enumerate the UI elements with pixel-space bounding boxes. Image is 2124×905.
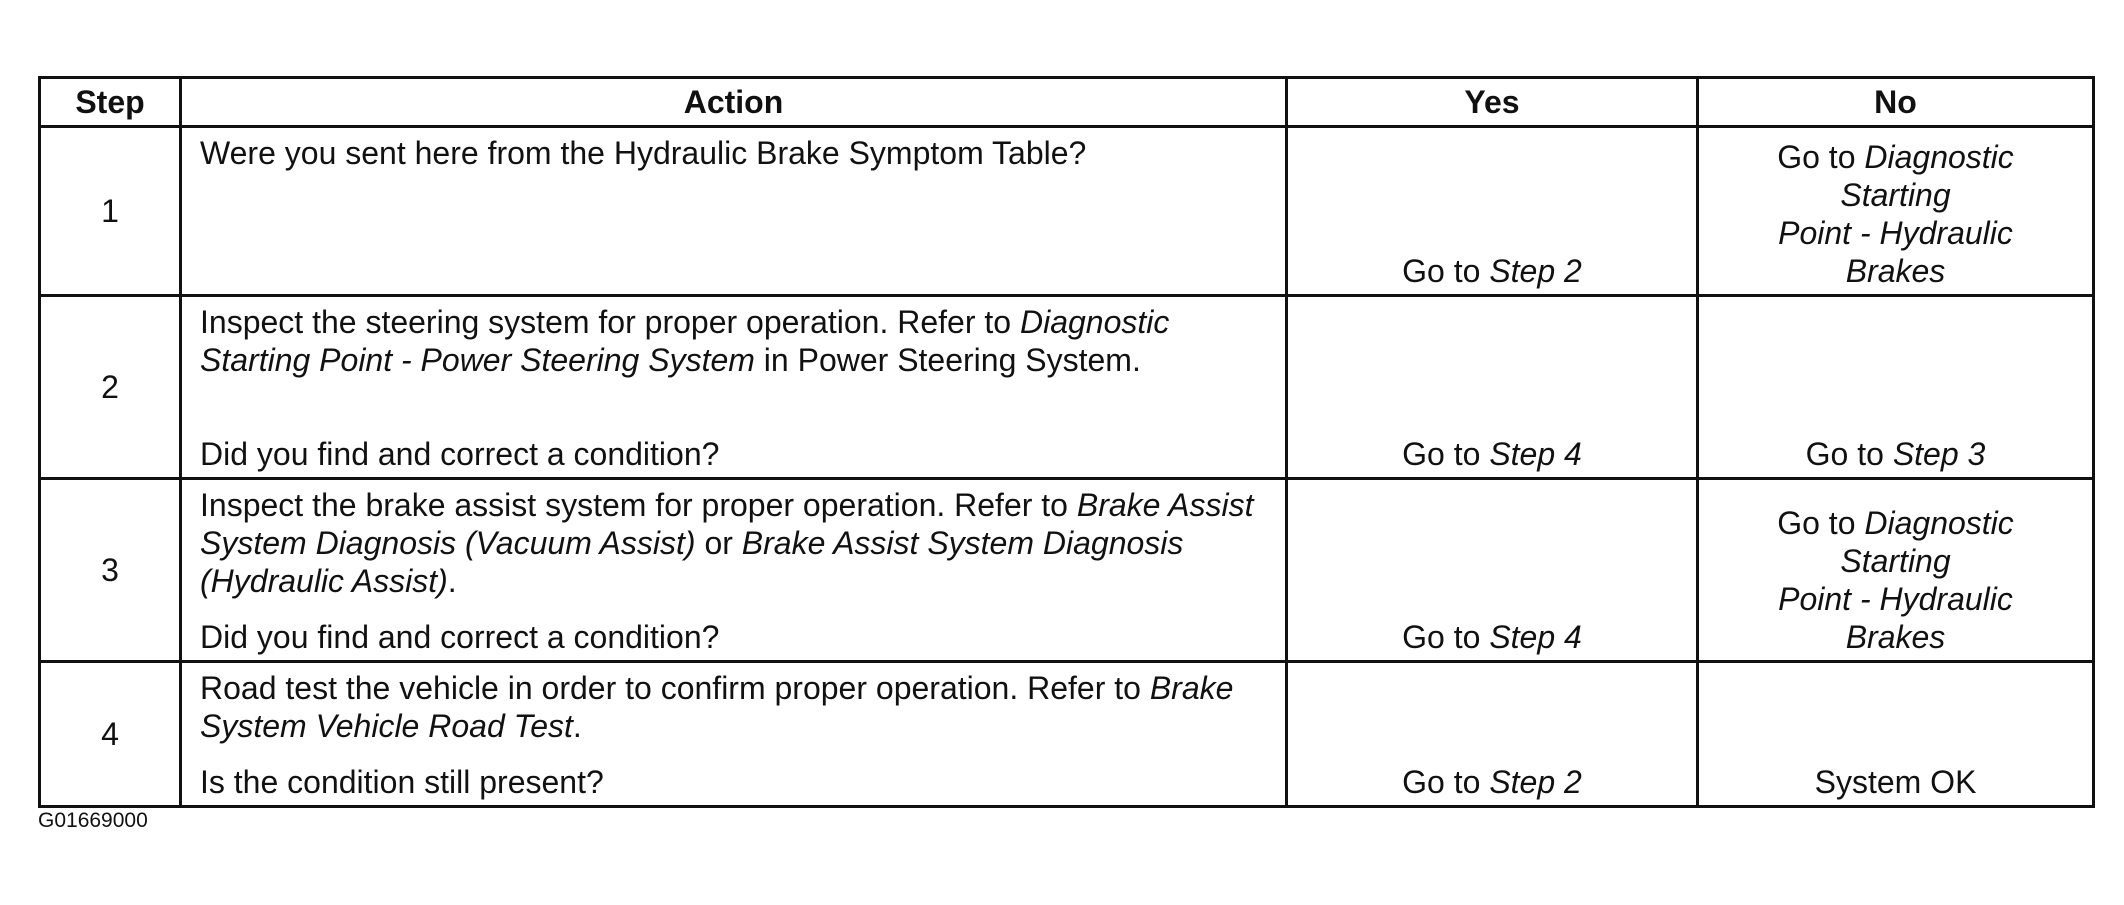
action-cell (181, 127, 1287, 296)
step-number: 2 (40, 296, 181, 479)
figure-id: G01669000 (38, 809, 148, 832)
no-prefix: Go to (1805, 436, 1893, 472)
action-text: Inspect the brake assist system for proper operation. Refer to (200, 487, 1077, 523)
table-row (40, 296, 2094, 479)
action-instruction (200, 134, 1275, 172)
action-question: Is the condition still present? (200, 764, 604, 800)
header-step: Step (40, 78, 181, 127)
no-prefix: Go to (1777, 505, 1865, 541)
reference-link[interactable]: Brake System Vehicle Road Test (200, 670, 1234, 744)
action-text: in Power Steering System. (754, 342, 1141, 378)
yes-prefix: Go to (1402, 253, 1490, 289)
action-cell (181, 296, 1287, 479)
action-instruction (200, 486, 1275, 600)
yes-cell (1287, 127, 1698, 296)
table-row (40, 479, 2094, 662)
yes-cell (1287, 479, 1698, 662)
no-link-part[interactable]: Diagnostic (1864, 505, 2014, 541)
action-cell (181, 662, 1287, 807)
table-row (40, 127, 2094, 296)
step-number: 3 (40, 479, 181, 662)
table-row (40, 662, 2094, 807)
action-text: Road test the vehicle in order to confirm proper operation. Refer to (200, 670, 1150, 706)
header-no: No (1698, 78, 2094, 127)
no-link-part[interactable]: Starting (1840, 543, 1951, 579)
no-step-link[interactable]: Step 3 (1892, 436, 1986, 472)
action-text: Inspect the steering system for proper operation. Refer to (200, 304, 1020, 340)
reference-link[interactable]: Brake Assist System Diagnosis (Hydraulic Assist) (200, 525, 1184, 599)
action-instruction (200, 303, 1275, 379)
header-action: Action (181, 78, 1287, 127)
action-text: or (695, 525, 742, 561)
action-text: . (447, 563, 457, 599)
no-link-part[interactable]: Brakes (1845, 619, 1946, 655)
no-cell (1698, 127, 2094, 296)
action-text: Were you sent here from the Hydraulic Brake Symptom Table? (200, 135, 1087, 171)
diagnostic-table (38, 76, 2095, 808)
yes-prefix: Go to (1402, 619, 1490, 655)
no-result: System OK (1814, 764, 1977, 800)
no-cell (1698, 479, 2094, 662)
reference-link[interactable]: Brake Assist System Diagnosis (Vacuum Assist) (200, 487, 1254, 561)
step-number: 1 (40, 127, 181, 296)
no-cell (1698, 296, 2094, 479)
no-link-part[interactable]: Diagnostic (1864, 139, 2014, 175)
no-link-part[interactable]: Point - Hydraulic (1778, 581, 2013, 617)
action-cell (181, 479, 1287, 662)
reference-link[interactable]: Diagnostic Starting Point - Power Steering System (200, 304, 1170, 378)
action-text: . (572, 708, 582, 744)
no-prefix: Go to (1777, 139, 1865, 175)
yes-cell (1287, 662, 1698, 807)
no-link-part[interactable]: Point - Hydraulic (1778, 215, 2013, 251)
action-instruction (200, 669, 1275, 745)
yes-step-link[interactable]: Step 2 (1489, 253, 1582, 289)
step-number: 4 (40, 662, 181, 807)
header-yes: Yes (1287, 78, 1698, 127)
yes-prefix: Go to (1402, 436, 1490, 472)
yes-step-link[interactable]: Step 4 (1489, 436, 1582, 472)
action-question: Did you find and correct a condition? (200, 436, 720, 472)
no-cell (1698, 662, 2094, 807)
yes-cell (1287, 296, 1698, 479)
yes-step-link[interactable]: Step 4 (1489, 619, 1582, 655)
action-question: Did you find and correct a condition? (200, 619, 720, 655)
no-line-1 (1705, 504, 2086, 542)
yes-prefix: Go to (1402, 764, 1490, 800)
header-row (40, 78, 2094, 127)
no-link-part[interactable]: Starting (1840, 177, 1951, 213)
no-link-part[interactable]: Brakes (1845, 253, 1946, 289)
no-line-1 (1705, 138, 2086, 176)
yes-step-link[interactable]: Step 2 (1489, 764, 1582, 800)
